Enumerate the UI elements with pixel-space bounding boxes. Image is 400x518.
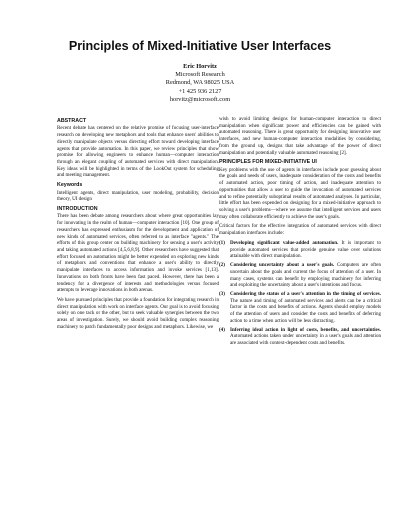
right-paragraph-1: wish to avoid limiting designs for human-computer interaction to direct manipulation when significant power and efficiencies can be gained with automated reasoning. There is great opportunity for designing innovative user interfaces, and new human-computer interaction modalities by considering, from the ground up, designs that take advantage of the power of direct manipulation and potentially valuable automated reasoning [2]. [219, 116, 381, 156]
abstract-heading: ABSTRACT [57, 118, 87, 124]
author-org: Microsoft Research [175, 71, 225, 79]
principles-paragraph-2: Critical factors for the effective integration of automated services with direct manipulation interfaces include: [219, 223, 381, 237]
paper-title: Principles of Mixed-Initiative User Interfaces [68, 39, 332, 53]
author-email: horvitz@microsoft.com [169, 95, 231, 103]
factors-list [219, 240, 381, 347]
factor-item: (3) Considering the status of a user's attention in the timing of services. The nature and timing of automated services and alerts can be a critical factor in the costs and benefits of actions. Agents should employ models of the attention of users and consider the costs and benefits of deferring action to a time when action will be less distracting. [219, 290, 381, 324]
keywords-heading: Keywords [57, 182, 83, 189]
principles-paragraph-1: Key problems with the use of agents in interfaces include poor guessing about the goals and needs of users, inadequate consideration of the costs and benefits of automated action, poor timing of action, and inadequate attention to opportunities that allow a user to guide the invocation of automated services and to refine potentially suboptimal results of automated analyses. In particular, little effort has been expended on designing for a mixed-initiative approach to solving a user's problems—where we assume that intelligent services and users may often collaborate efficiently to achieve the user's goals. [219, 166, 381, 220]
abstract-text: Recent debate has centered on the relative promise of focusing user-interface research on developing new metaphors and tools that enhance users' abilities to directly manipulate objects versus directing effort toward developing interface agents that provide automation. In this paper, we review principles that show promise for allowing engineers to enhance human—computer interaction through an elegant coupling of automated services with direct manipulation. Key ideas will be highlighted in terms of the LookOut system for scheduling and meeting management. [57, 125, 219, 179]
author-city: Redmond, WA 98025 USA [165, 79, 235, 87]
intro-paragraph-2: We have pursued principles that provide a foundation for integrating research in direct manipulation with work on interface agents. Our goal is to avoid focusing solely on one tack or the other, but to seek valuable synergies between the two areas of investigation. Surely, we should avoid building complex reasoning machinery to patch fundamentally poor designs and metaphors. Likewise, we [57, 297, 219, 330]
left-column [57, 118, 219, 334]
principles-heading: PRINCIPLES FOR MIXED-INITIATIVE UI [219, 159, 317, 166]
factor-item: (4) Inferring ideal action in light of costs, benefits, and uncertainties. Automated actions taken under uncertainty in a user's goals and attention are associated with context-dependent costs and benefits. [219, 326, 381, 346]
right-column [219, 116, 381, 349]
keywords-text: Intelligent agents, direct manipulation, user modeling, probability, decision theory, UI design [57, 189, 219, 203]
author-block [0, 63, 400, 104]
factor-item: (1) Developing significant value-added automation. It is important to provide automated services that provide genuine value over solutions attainable with direct manipulation. [219, 239, 381, 260]
intro-paragraph-1: There has been debate among researchers about where great opportunities lay for innovating in the realm of human—computer interaction [10]. One group of researchers has expressed enthusiasm for the development and application of new kinds of automated services, often referred to as interface "agents." The efforts of this group center on building machinery for sensing a user's activity and taking automated actions [4,5,6,8,9]. Other researchers have suggested that effort focused on automation might be better expended on exploring new kinds of metaphors and conventions that enhance a user's ability to directly manipulate interfaces to access information and invoke services [1,13]. Innovations on both fronts have been fast paced. However, there has been a tendency for a divergence of interests and methodologies versus focused attempts to leverage innovations in both arenas. [57, 213, 219, 294]
author-name: Eric Horvitz [183, 63, 217, 70]
author-phone: +1 425 936 2127 [178, 87, 222, 95]
factor-item: (2) Considering uncertainty about a user's goals. Computers are often uncertain about the goals and current the focus of attention of a user. In many cases, systems can benefit by employing machinery for inferring and exploiting the uncertainty about a user's intentions and focus. [219, 262, 381, 289]
intro-heading: INTRODUCTION [57, 206, 98, 212]
